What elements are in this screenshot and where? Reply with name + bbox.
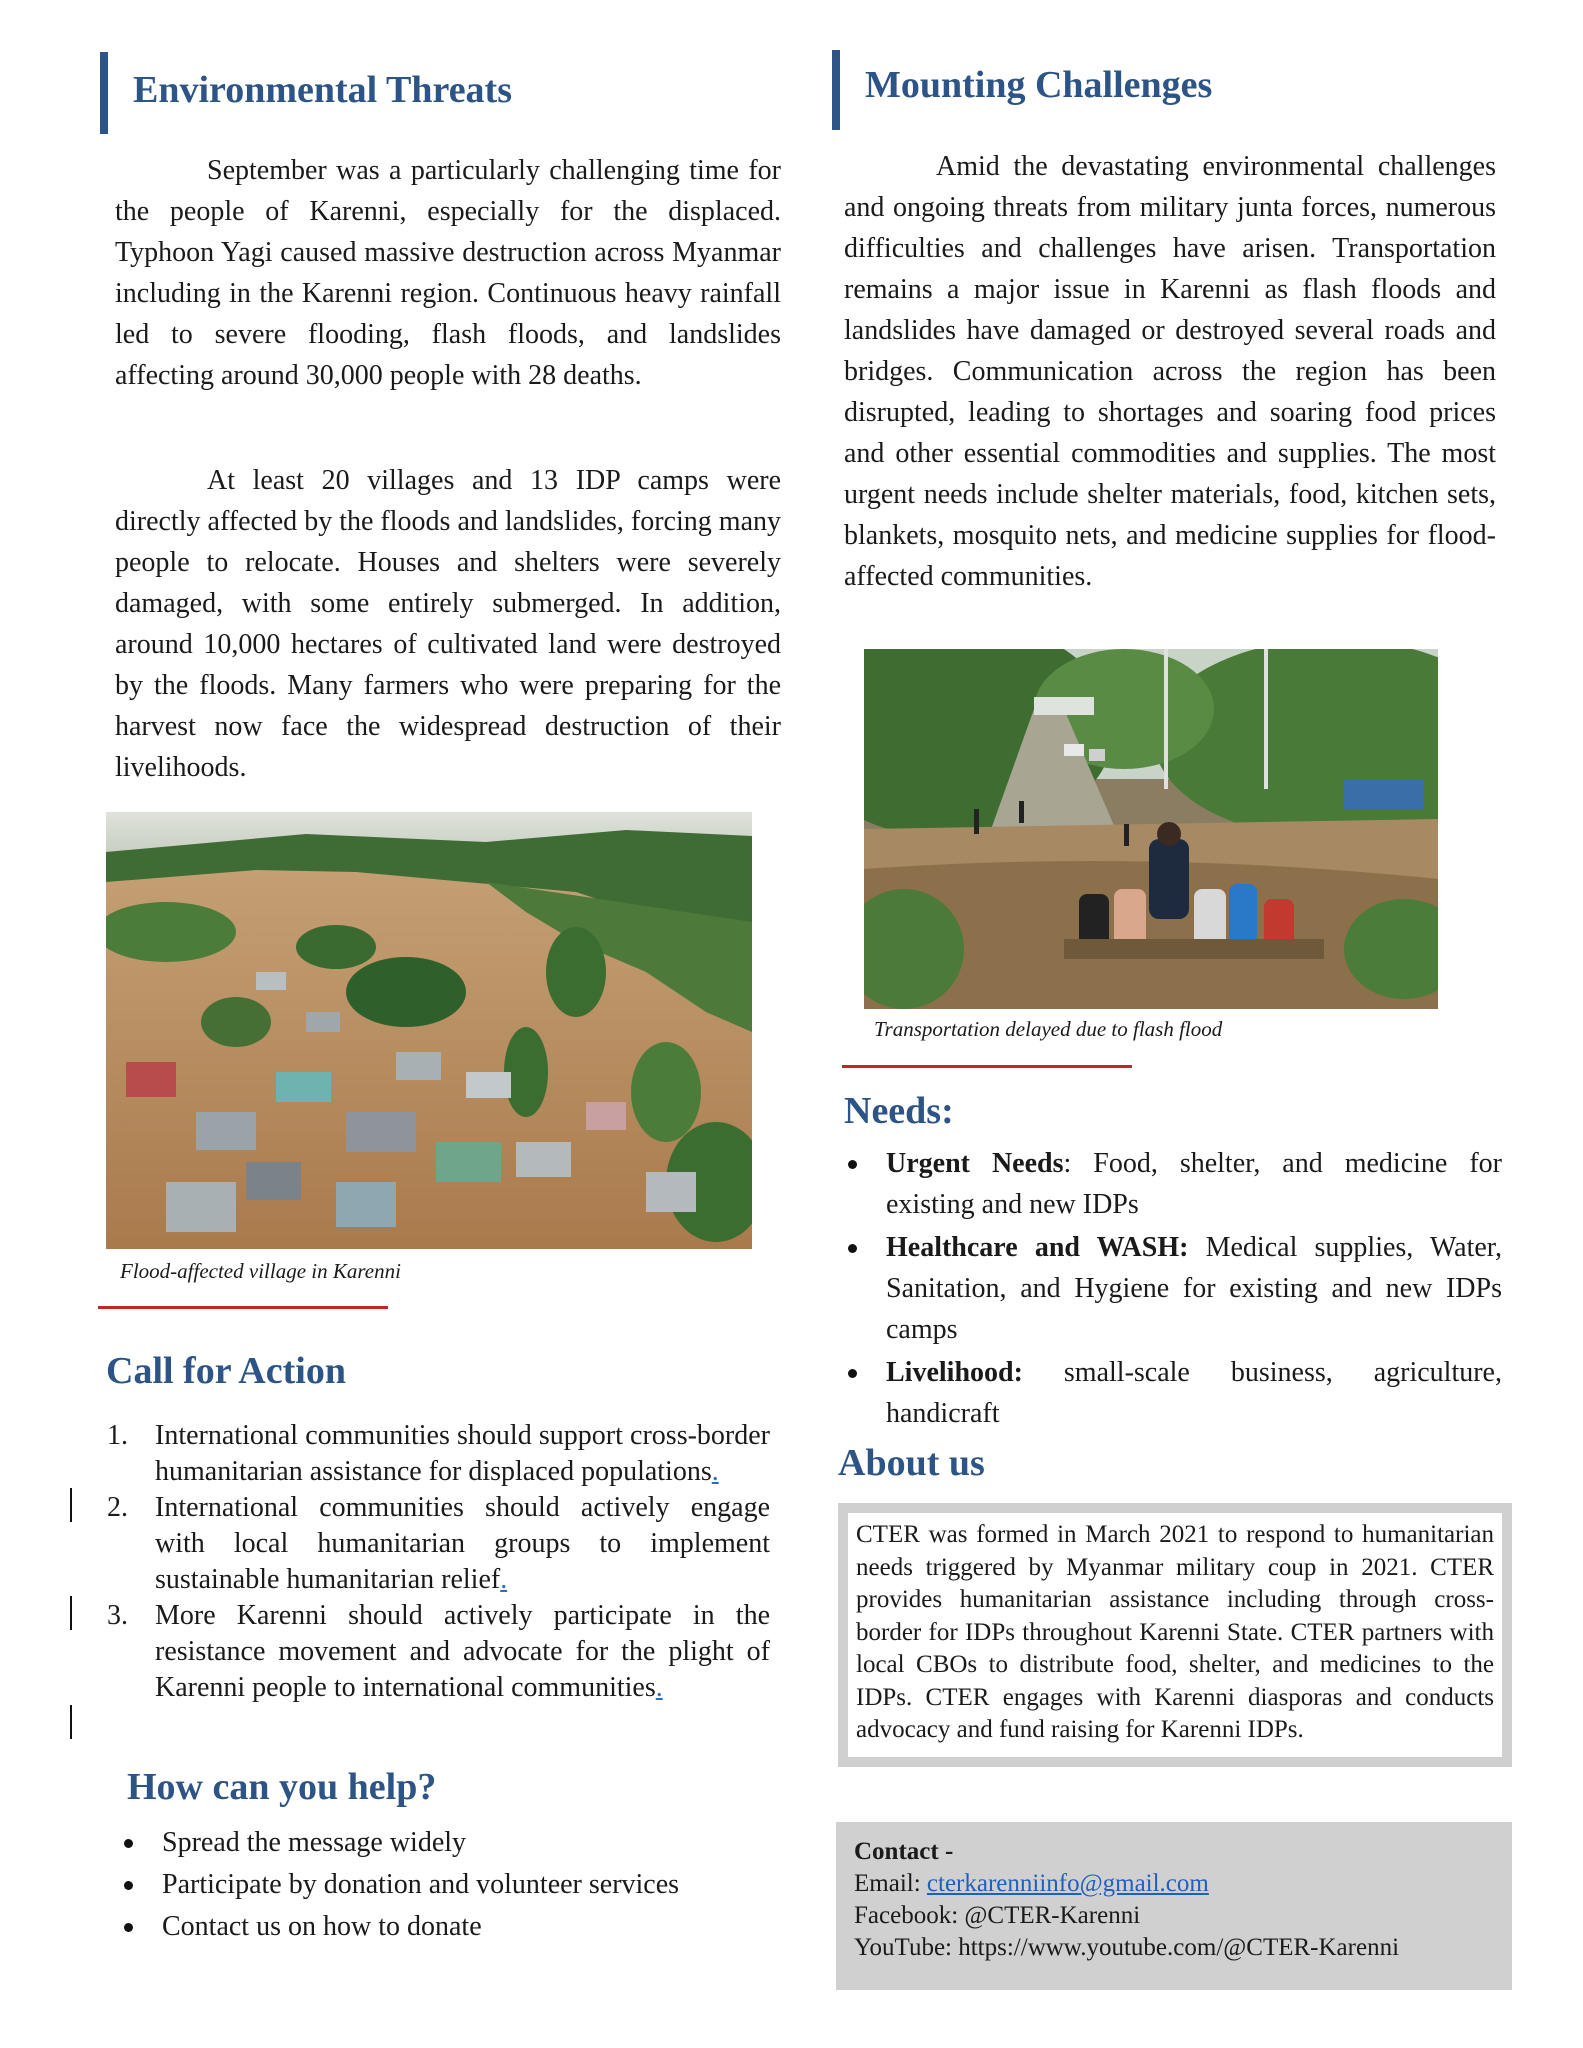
mounting-challenges-heading: Mounting Challenges — [865, 64, 1213, 106]
contact-email-label: Email: — [854, 1870, 921, 1897]
call-for-action-heading: Call for Action — [106, 1350, 346, 1392]
flash-flood-caption: Transportation delayed due to flash flood — [874, 1017, 1223, 1041]
list-item: Contact us on how to donate — [114, 1906, 774, 1948]
environmental-paragraph-1: September was a particularly challenging time for the people of Karenni, especially for the displaced. Typhoon Yagi caused massive destruction across Myanmar including in the Karenni region. Continuous heavy rainfall led to severe flooding, flash floods, and landslides affecting around 30,000 people with 28 deaths. — [115, 155, 781, 391]
section-divider-line — [98, 1306, 388, 1309]
call-for-action-list — [107, 1418, 770, 1706]
list-item: Participate by donation and volunteer services — [114, 1864, 774, 1906]
about-us-box — [838, 1503, 1512, 1767]
list-item: 3. More Karenni should actively participate in the resistance movement and advocate for the plight of Karenni people to international communities. — [107, 1600, 770, 1703]
help-list — [114, 1822, 774, 1948]
contact-youtube: YouTube: https://www.youtube.com/@CTER-Karenni — [854, 1934, 1400, 1961]
list-item: Urgent Needs: Food, shelter, and medicine for existing and new IDPs — [838, 1143, 1502, 1225]
how-can-you-help-heading: How can you help? — [127, 1766, 437, 1808]
flash-flood-photo — [864, 649, 1438, 1009]
heading-accent-bar — [100, 52, 108, 134]
mounting-challenges-paragraph: Amid the devastating environmental challenges and ongoing threats from military junta forces, numerous difficulties and challenges have arisen. Transportation remains a major issue in Karenni as flash floods and landslides have damaged or destroyed several roads and bridges. Communication across the region has been disrupted, leading to shortages and soaring food prices and other essential commodities and supplies. The most urgent needs include shelter materials, food, kitchen sets, blankets, mosquito nets, and medicine supplies for flood-affected communities. — [844, 151, 1496, 592]
flood-village-photo — [106, 812, 752, 1249]
environmental-paragraph-2: At least 20 villages and 13 IDP camps were directly affected by the floods and landslides, forcing many people to relocate. Houses and shelters were severely damaged, with some entirely submerged. In addition, around 10,000 hectares of cultivated land were destroyed by the floods. Many farmers who were preparing for the harvest now face the widespread destruction of their livelihoods. — [115, 465, 781, 783]
list-item: Spread the message widely — [114, 1822, 774, 1864]
list-item: Healthcare and WASH: Medical supplies, Water, Sanitation, and Hygiene for existing and new IDPs camps — [838, 1227, 1502, 1350]
needs-list — [838, 1143, 1502, 1436]
contact-email-row — [854, 1868, 1494, 1900]
list-item: Livelihood: small-scale business, agriculture, handicraft — [838, 1352, 1502, 1434]
contact-title: Contact - — [854, 1838, 954, 1865]
flood-village-caption: Flood-affected village in Karenni — [120, 1259, 401, 1283]
about-us-text: CTER was formed in March 2021 to respond to humanitarian needs triggered by Myanmar military coup in 2021. CTER provides humanitarian assistance including through cross-border for IDPs throughout Karenni State. CTER partners with local CBOs to distribute food, shelter, and medicines to the IDPs. CTER engages with Karenni diasporas and conducts advocacy and fund raising for Karenni IDPs. — [848, 1513, 1502, 1757]
revision-mark — [70, 1488, 72, 1522]
contact-facebook: Facebook: @CTER-Karenni — [854, 1902, 1141, 1929]
contact-email-link[interactable]: cterkarenniinfo@gmail.com — [926, 1870, 1209, 1897]
heading-accent-bar — [832, 50, 840, 130]
list-item: 1. International communities should support cross-border humanitarian assistance for displaced populations. — [107, 1420, 770, 1487]
section-divider-line — [842, 1065, 1132, 1068]
about-us-heading: About us — [838, 1442, 985, 1484]
environmental-threats-heading: Environmental Threats — [133, 69, 512, 111]
list-item: 2. International communities should actively engage with local humanitarian groups to implement sustainable humanitarian relief. — [107, 1492, 770, 1595]
needs-heading: Needs: — [844, 1090, 954, 1132]
revision-mark — [70, 1596, 72, 1630]
contact-box — [836, 1822, 1512, 1990]
revision-mark — [70, 1705, 72, 1739]
